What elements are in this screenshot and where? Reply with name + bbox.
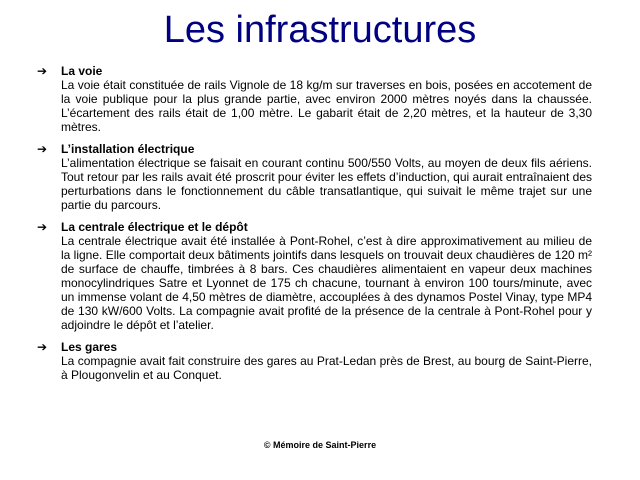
bullet-installation-electrique [37, 142, 592, 212]
right-arrow-icon: ➔ [37, 340, 48, 354]
bullet-les-gares [37, 340, 592, 382]
section-body: La compagnie avait fait construire des gares au Prat-Ledan près de Brest, au bourg de Saint-Pierre, à Plougonvelin et au Conquet. [61, 354, 592, 382]
bullet-centrale-electrique [37, 220, 592, 332]
slide-title: Les infrastructures [163, 9, 477, 51]
section-body: La voie était constituée de rails Vignole de 18 kg/m sur traverses en bois, posées en accotement de la voie publique pour la plus grande partie, avec environ 2000 mètres noyés dans la chaussée. L’écartement des rails était de 1,00 mètre. Le gabarit était de 2,20 mètres, et la hauteur de 3,30 mètres. [61, 78, 592, 134]
section-body: La centrale électrique avait été installée à Pont-Rohel, c’est à dire approximativement au milieu de la ligne. Elle comportait deux bâtiments jointifs dans lesquels on trouvait deux chaudières de 120 m² de surface de chauffe, timbrées à 8 bars. Ces chaudières alimentaient en vapeur deux machines monocylindriques Satre et Lyonnet de 175 ch chacune, tournant à environ 100 tours/minute, avec un immense volant de 4,50 mètres de diamètre, accouplées à des dynamos Postel Vinay, type MP4 de 130 kW/600 Volts. La compagnie avait profité de la présence de la centrale à Pont-Rohel pour y adjoindre le dépôt et l’atelier. [61, 234, 592, 332]
right-arrow-icon: ➔ [37, 64, 48, 78]
copyright-footer: © Mémoire de Saint-Pierre [263, 440, 377, 450]
section-body: L’alimentation électrique se faisait en courant continu 500/550 Volts, au moyen de deux fils aériens. Tout retour par les rails avait été proscrit pour éviter les effets d’induction, qui aurait entraînaient des perturbations dans le fonctionnement du câble transatlantique, qui suivait le même trajet sur une partie du parcours. [61, 156, 592, 212]
section-heading: Les gares [61, 340, 118, 354]
section-heading: L’installation électrique [61, 142, 195, 156]
right-arrow-icon: ➔ [37, 142, 48, 156]
right-arrow-icon: ➔ [37, 220, 48, 234]
section-heading: La centrale électrique et le dépôt [61, 220, 248, 234]
section-heading: La voie [61, 64, 103, 78]
bullet-la-voie [37, 64, 592, 134]
bullet-list [37, 64, 592, 390]
